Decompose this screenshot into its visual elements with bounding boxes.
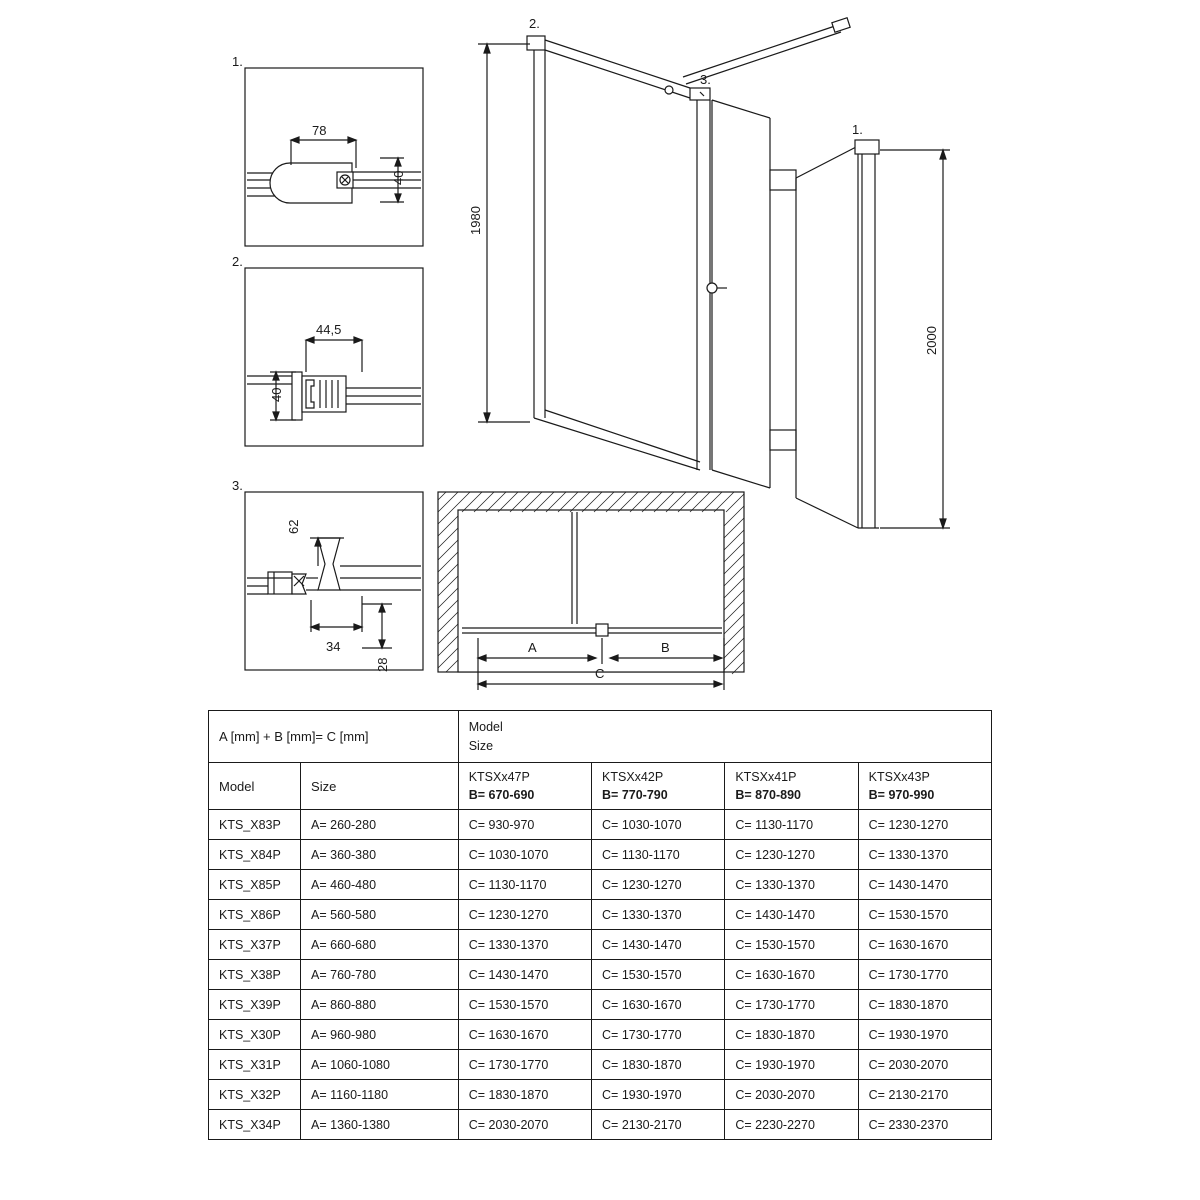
variant-header-2 (725, 763, 858, 810)
detail-3-bottom-label: 28 (375, 657, 390, 672)
callout-detail-2: 2. (232, 254, 243, 269)
col-header-model-label: Model (219, 778, 255, 794)
table-header-row-2 (209, 763, 992, 810)
callout-main-2: 2. (529, 16, 540, 31)
row-c-0: C= 930-970 (468, 817, 535, 832)
table-row (209, 990, 992, 1020)
detail-3-geometry (247, 538, 421, 594)
plan-label-b: B (661, 640, 670, 655)
variant-header-0 (458, 763, 591, 810)
row-size: A= 1360-1380 (311, 1117, 390, 1132)
row-c-2: C= 1730-1770 (735, 997, 815, 1012)
row-c-3: C= 1430-1470 (868, 877, 949, 892)
detail-3-bottom-dim (362, 604, 392, 648)
formula-cell (209, 711, 459, 763)
row-c-1: C= 1330-1370 (602, 907, 682, 922)
row-c-3: C= 2030-2070 (868, 1057, 949, 1072)
table-row (209, 1080, 992, 1110)
col-header-model (209, 763, 301, 810)
plan-label-c: C (595, 666, 605, 681)
row-model: KTS_X83P (219, 817, 281, 832)
table-row (209, 810, 992, 840)
variant-code-1: KTSXx42P (602, 770, 664, 784)
row-c-2: C= 2030-2070 (735, 1087, 815, 1102)
elevation-height-left: 1980 (468, 206, 483, 235)
table-row (209, 900, 992, 930)
row-c-1: C= 1930-1970 (602, 1087, 682, 1102)
detail-2-width-dim (306, 337, 362, 372)
table-row (209, 1110, 992, 1140)
row-model: KTS_X32P (219, 1087, 281, 1102)
elevation-height-right: 2000 (924, 326, 939, 355)
callout-main-1: 1. (852, 122, 863, 137)
variant-range-1: B= 770-790 (602, 788, 668, 803)
row-c-1: C= 1730-1770 (602, 1027, 682, 1042)
row-model: KTS_X31P (219, 1057, 281, 1072)
row-c-2: C= 2230-2270 (735, 1117, 815, 1132)
variant-header-3 (858, 763, 991, 810)
detail-3-top-label: 62 (286, 519, 301, 534)
row-c-2: C= 1930-1970 (735, 1057, 815, 1072)
row-c-2: C= 1130-1170 (735, 817, 814, 832)
row-c-0: C= 1130-1170 (468, 877, 547, 892)
callout-main-3: 3. (700, 72, 711, 87)
row-size: A= 560-580 (311, 907, 377, 922)
row-c-1: C= 1630-1670 (602, 997, 682, 1012)
row-c-1: C= 1030-1070 (602, 817, 682, 832)
row-c-2: C= 1530-1570 (735, 937, 815, 952)
model-size-header-cell (458, 711, 991, 763)
plan-label-a: A (528, 640, 537, 655)
table-header-row-1 (209, 711, 992, 763)
row-size: A= 860-880 (311, 997, 377, 1012)
row-size: A= 360-380 (311, 847, 377, 862)
detail-2-frame (245, 268, 423, 446)
row-c-0: C= 1630-1670 (468, 1027, 549, 1042)
detail-3-mid-label: 34 (326, 639, 341, 654)
row-model: KTS_X86P (219, 907, 281, 922)
row-model: KTS_X30P (219, 1027, 281, 1042)
row-c-3: C= 1630-1670 (868, 937, 949, 952)
row-c-0: C= 1530-1570 (468, 997, 549, 1012)
row-model: KTS_X39P (219, 997, 281, 1012)
row-size: A= 760-780 (311, 967, 377, 982)
variant-range-0: B= 670-690 (468, 788, 535, 803)
row-c-3: C= 2330-2370 (868, 1117, 949, 1132)
variant-code-0: KTSXx47P (468, 770, 530, 784)
row-model: KTS_X37P (219, 937, 281, 952)
row-c-3: C= 1930-1970 (868, 1027, 949, 1042)
row-c-0: C= 1230-1270 (468, 907, 549, 922)
row-c-2: C= 1830-1870 (735, 1027, 815, 1042)
row-size: A= 1160-1180 (311, 1087, 389, 1102)
detail-2-width-label: 44,5 (316, 322, 342, 337)
size-header-label: Size (468, 738, 494, 753)
row-c-0: C= 1730-1770 (468, 1057, 549, 1072)
row-c-0: C= 1430-1470 (468, 967, 549, 982)
table-row (209, 930, 992, 960)
row-c-0: C= 1030-1070 (468, 847, 549, 862)
row-size: A= 960-980 (311, 1027, 377, 1042)
detail-1-width-label: 78 (312, 123, 327, 138)
row-c-0: C= 1330-1370 (468, 937, 549, 952)
formula-text: A [mm] + B [mm]= C [mm] (219, 729, 369, 744)
row-c-3: C= 2130-2170 (868, 1087, 949, 1102)
variant-range-2: B= 870-890 (735, 788, 802, 803)
size-table (208, 710, 992, 1140)
row-c-1: C= 2130-2170 (602, 1117, 682, 1132)
detail-2-height-label: 40 (269, 387, 284, 402)
callout-detail-1: 1. (232, 54, 243, 69)
row-model: KTS_X34P (219, 1117, 281, 1132)
row-c-3: C= 1530-1570 (868, 907, 949, 922)
row-c-2: C= 1230-1270 (735, 847, 815, 862)
row-size: A= 660-680 (311, 937, 377, 952)
model-header-label: Model (468, 720, 503, 735)
table-row (209, 840, 992, 870)
row-model: KTS_X84P (219, 847, 281, 862)
row-c-1: C= 1530-1570 (602, 967, 682, 982)
table-row (209, 1050, 992, 1080)
row-model: KTS_X85P (219, 877, 281, 892)
col-header-size (301, 763, 459, 810)
callout-detail-3: 3. (232, 478, 243, 493)
row-model: KTS_X38P (219, 967, 281, 982)
detail-1-height-label: 40 (391, 170, 406, 185)
table-row (209, 960, 992, 990)
variant-header-1 (592, 763, 725, 810)
row-size: A= 260-280 (311, 817, 377, 832)
row-c-3: C= 1830-1870 (868, 997, 949, 1012)
row-c-2: C= 1430-1470 (735, 907, 815, 922)
row-c-1: C= 1230-1270 (602, 877, 682, 892)
row-c-2: C= 1330-1370 (735, 877, 815, 892)
row-c-1: C= 1130-1170 (602, 847, 680, 862)
row-c-3: C= 1230-1270 (868, 817, 949, 832)
col-header-size-label: Size (311, 778, 337, 794)
row-size: A= 460-480 (311, 877, 377, 892)
row-c-1: C= 1830-1870 (602, 1057, 682, 1072)
table-row (209, 870, 992, 900)
variant-code-2: KTSXx41P (735, 770, 797, 784)
row-c-3: C= 1730-1770 (868, 967, 949, 982)
row-c-2: C= 1630-1670 (735, 967, 815, 982)
plan-view (438, 492, 744, 690)
detail-1-frame (245, 68, 423, 246)
variant-code-3: KTSXx43P (868, 770, 930, 784)
row-c-0: C= 2030-2070 (468, 1117, 549, 1132)
variant-range-3: B= 970-990 (868, 788, 935, 803)
row-c-0: C= 1830-1870 (468, 1087, 549, 1102)
row-c-1: C= 1430-1470 (602, 937, 682, 952)
row-size: A= 1060-1080 (311, 1057, 390, 1072)
row-c-3: C= 1330-1370 (868, 847, 949, 862)
detail-3-mid-dim (311, 596, 362, 632)
elevation-view (478, 18, 950, 528)
table-row (209, 1020, 992, 1050)
